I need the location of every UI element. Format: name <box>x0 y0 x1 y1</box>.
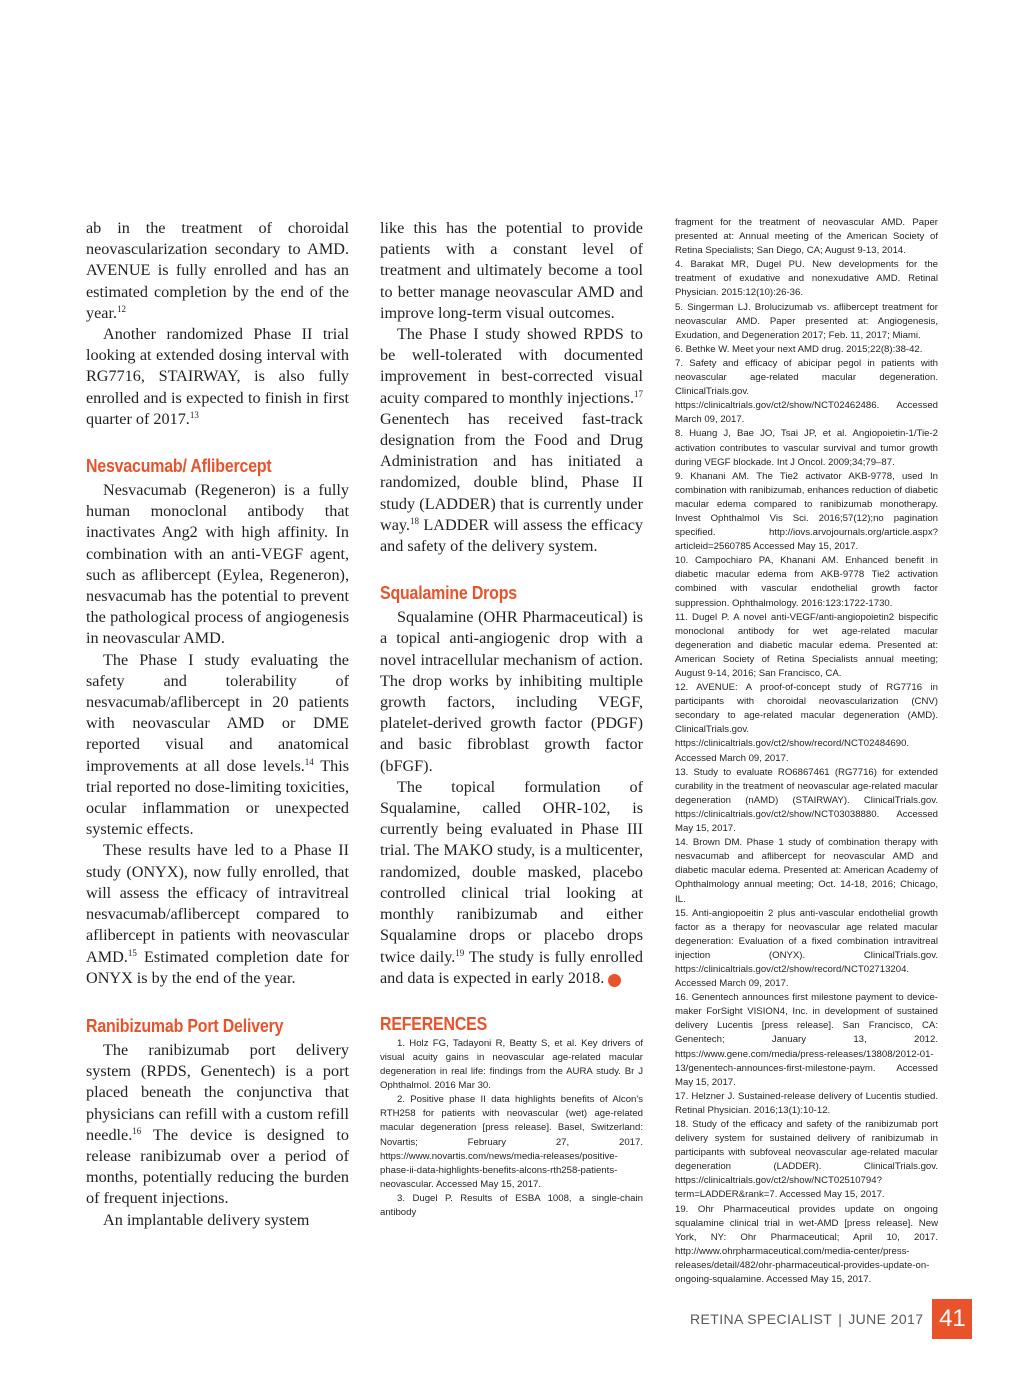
citation-ref: 16 <box>132 1125 142 1136</box>
column-2 <box>380 218 643 1220</box>
section-heading-nesvacumab: Nesvacumab/ Aflibercept <box>86 455 272 477</box>
column-1 <box>86 218 349 1231</box>
reference-item: 5. Singerman LJ. Brolucizumab vs. aflibercept treatment for neovascular AMD. Paper presented at: Angiogenesis, Exudation, and Degeneration 2017; Feb. 11, 2017; Miami. <box>675 301 938 341</box>
reference-item: 4. Barakat MR, Dugel PU. New developments for the treatment of exudative and nonexudative AMD. Retinal Physician. 2015:12(10):26-36. <box>675 259 938 299</box>
reference-item: 16. Genentech announces first milestone payment to device-maker ForSight VISION4, Inc. in development of sustained delivery Lucentis [press release]. San Francisco, CA: Genentech; January 13, 2012. https://www.gene.com/media/press-releases/13808/2012-01-13/genentech-announces-first-milestone-paym. Accessed May 15, 2017. <box>675 992 938 1088</box>
page-number: 41 <box>932 1299 972 1339</box>
reference-item: 8. Huang J, Bae JO, Tsai JP, et al. Angiopoietin-1/Tie-2 activation contributes to vascular survival and tumor growth during VEGF blockade. Int J Oncol. 2009;34;79–87. <box>675 428 938 468</box>
citation-ref: 13 <box>189 409 199 420</box>
reference-item: 6. Bethke W. Meet your next AMD drug. 2015;22(8):38-42. <box>675 343 923 355</box>
reference-item: 15. Anti-angiopoeitin 2 plus anti-vascular endothelial growth factor as a therapy for neovascular age related macular degeneration: Evaluation of a fixed combination intravitreal injection (ONYX). ClinicalTrials.gov. https://clinicaltrials.gov/ct2/show/record/NCT02713204. Accessed March 09, 2017. <box>675 907 938 990</box>
paragraph: ab in the treatment of choroidal neovascularization secondary to AMD. AVENUE is fully enrolled and has an estimated completion by the end of the year.$^{12}$ <box>86 219 349 322</box>
references-heading: REFERENCES <box>380 1012 488 1034</box>
reference-item: 13. Study to evaluate RO6867461 (RG7716) for extended curability in the treatment of neovascular age-related macular degeneration (nAMD) (STAIRWAY). ClinicalTrials.gov. https://clinicaltrials.gov/ct2/show/NCT03038880. Accessed May 15, 2017. <box>675 766 938 835</box>
paragraph: The Phase I study showed RPDS to be well-tolerated with documented improvement in best-corrected visual acuity compared to monthly injections.$^{17}$ Genentech has received fast-track designation from the Food and Drug Administration and has initiated a randomized, double blind, Phase II study (LADDER) that is currently under way.$^{18}$ LADDER will assess the efficacy and safety of the delivery system. <box>380 325 643 556</box>
paragraph: The topical formulation of Squalamine, called OHR-102, is currently being evaluated in Phase III trial. The MAKO study, is a multicenter, randomized, double masked, placebo controlled clinical trial looking at monthly ranibizumab and either Squalamine drops or placebo drops twice daily.$^{19}$ The study is fully enrolled and data is expected in early 2018. RS <box>380 777 644 987</box>
paragraph: like this has the potential to provide patients with a constant level of treatment and ultimately become a tool to better manage neovascular AMD and improve long-term visual outcomes. <box>380 219 643 322</box>
column-3-references <box>675 216 938 1287</box>
publication-name: RETINA SPECIALIST <box>690 1311 833 1327</box>
reference-item: 17. Helzner J. Sustained-release delivery of Lucentis studied. Retinal Physician. 2016;13(1):10-12. <box>675 1090 938 1116</box>
reference-item: 18. Study of the efficacy and safety of the ranibizumab port delivery system for sustained delivery of ranibizumab in participants with subfoveal neovascular age-related macular degeneration (LADDER). ClinicalTrials.gov. https://clinicaltrials.gov/ct2/show/NCT02510794?term=LADDER&rank=7. Accessed May 15, 2017. <box>675 1119 938 1201</box>
paragraph: These results have led to a Phase II study (ONYX), now fully enrolled, that will assess the efficacy of intravitreal nesvacumab/aflibercept compared to aflibercept in patients with neovascular AMD.$^{15}$ Estimated completion date for ONYX is by the end of the year. <box>86 841 349 987</box>
section-heading-ranibizumab-port: Ranibizumab Port Delivery <box>86 1014 284 1036</box>
page-footer <box>690 1302 972 1336</box>
paragraph: The ranibizumab port delivery system (RPDS, Genentech) is a port placed beneath the conjunctiva that physicians can refill with a custom refill needle.$^{16}$ The device is designed to release ranibizumab over a period of months, potentially reducing the burden of frequent injections. <box>86 1040 349 1208</box>
citation-ref: 18 <box>409 515 419 526</box>
paragraph: Squalamine (OHR Pharmaceutical) is a topical anti-angiogenic drop with a novel intracellular mechanism of action. The drop works by inhibiting multiple growth factors, including VEGF, platelet-derived growth factor (PDGF) and basic fibroblast growth factor (bFGF). <box>380 608 643 775</box>
paragraph: The Phase I study evaluating the safety and tolerability of nesvacumab/aflibercept in 20 patients with neovascular AMD or DME reported visual and anatomical improvements at all dose levels.$^{14}$ This trial reported no dose-limiting toxicities, ocular inflammation or unexpected systemic effects. <box>86 650 349 839</box>
references-list-part-1 <box>380 1037 643 1220</box>
reference-item: 12. AVENUE: A proof-of-concept study of RG7716 in participants with choroidal neovascularization (CNV) secondary to age-related macular degeneration (AMD). ClinicalTrials.gov. https://clinicaltrials.gov/ct2/show/record/NCT02484690. Accessed March 09, 2017. <box>675 682 938 764</box>
citation-ref: 19 <box>455 947 465 958</box>
reference-item: 7. Safety and efficacy of abicipar pegol in patients with neovascular age-related macular degeneration. ClinicalTrials.gov. https://clinicaltrials.gov/ct2/show/NCT02462486. Accessed March 09, 2017. <box>675 357 938 426</box>
paragraph: Nesvacumab (Regeneron) is a fully human monoclonal antibody that inactivates Ang2 with high affinity. In combination with an anti-VEGF agent, such as aflibercept (Eylea, Regeneron), nesvacumab has the potential to prevent the pathological process of angiogenesis in neovascular AMD. <box>86 481 349 648</box>
paragraph: Another randomized Phase II trial looking at extended dosing interval with RG7716, STAIRWAY, is also fully enrolled and is expected to finish in first quarter of 2017.13 <box>86 325 349 428</box>
reference-item: 3. Dugel P. Results of ESBA 1008, a single-chain antibody <box>380 1192 643 1219</box>
paragraph: An implantable delivery system <box>103 1210 310 1229</box>
section-heading-squalamine: Squalamine Drops <box>380 582 517 604</box>
reference-item: 2. Positive phase II data highlights benefits of Alcon's RTH258 for patients with neovascular (wet) age-related macular degeneration [press release]. Basel, Switzerland: Novartis; February 27, 2017. https://www.novartis.com/news/media-releases/positive-phase-ii-data-highlights-benefits-alcons-rth258-patients-neovascular. Accessed May 15, 2017. <box>380 1094 643 1190</box>
citation-ref: 14 <box>304 756 314 767</box>
reference-item: 9. Khanani AM. The Tie2 activator AKB-9778, used In combination with ranibizumab, enhances reduction of diabetic macular edema compared to ranibizumab monotherapy. Invest Ophthalmol Vis Sci. 2016;57(12);no pagination specified. http://iovs.arvojournals.org/article.aspx?articleid=2560785 Accessed May 15, 2017. <box>675 470 938 553</box>
issue-date: JUNE 2017 <box>848 1311 924 1327</box>
reference-item: fragment for the treatment of neovascular AMD. Paper presented at: Annual meeting of the American Society of Retina Specialists; San Diego, CA; August 9-13, 2014. <box>675 217 938 257</box>
reference-item: 1. Holz FG, Tadayoni R, Beatty S, et al. Key drivers of visual acuity gains in neovascular age-related macular degeneration in real life: findings from the AURA study. Br J Ophthalmol. 2016 Mar 30. <box>380 1037 643 1092</box>
reference-item: 10. Campochiaro PA, Khanani AM. Enhanced benefit in diabetic macular edema from AKB-9778 Tie2 activation combined with vascular endothelial growth factor suppression. Ophthalmology. 2016:123:1722-1730. <box>675 555 938 609</box>
reference-item: 11. Dugel P. A novel anti-VEGF/anti-angiopoietin2 bispecific monoclonal antibody for wet age-related macular degeneration and diabetic macular edema. Presented at: American Society of Retina Specialists annual meeting; August 9-14, 2016; San Francisco, CA. <box>675 611 938 679</box>
citation-ref: 17 <box>634 388 643 399</box>
citation-ref: 15 <box>127 947 137 958</box>
reference-item: 19. Ohr Pharmaceutical provides update on ongoing squalamine clinical trial in wet-AMD [press release]. New York, NY: Ohr Pharmaceutical; April 10, 2017. http://www.ohrpharmaceutical.com/media-center/press-releases/detail/482/ohr-pharmaceutical-provides-update-on-ongoing-squalamine. Accessed May 15, 2017. <box>675 1203 938 1286</box>
footer-separator: | <box>838 1311 843 1327</box>
end-of-article-logo: RS <box>608 974 621 987</box>
citation-ref: 12 <box>117 303 127 314</box>
reference-item: 14. Brown DM. Phase 1 study of combination therapy with nesvacumab and aflibercept for neovascular AMD and diabetic macular edema. Presented at: American Academy of Ophthalmology annual meeting; Oct. 14-18, 2016; Chicago, IL. <box>675 837 938 905</box>
